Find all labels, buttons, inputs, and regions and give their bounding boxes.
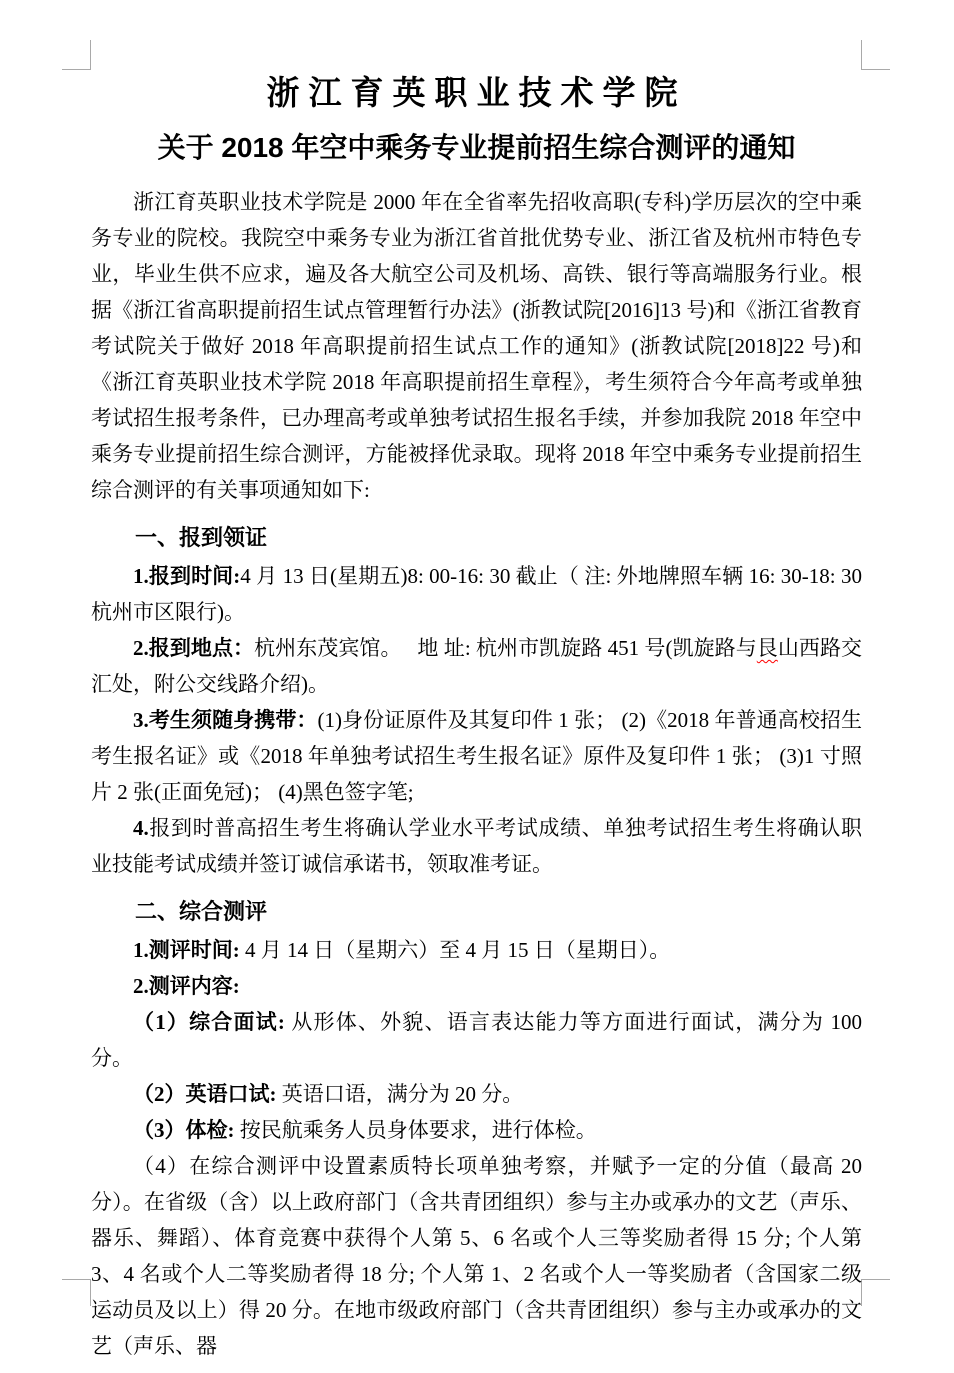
section-2-subitem-4: （4）在综合测评中设置素质特长项单独考察，并赋予一定的分值（最高 20 分）。在省级（含）以上政府部门（含共青团组织）参与主办或承办的文艺（声乐、器乐、舞蹈）、体育竞赛中获得个人第 5、6 名或个人三等奖励者得 15 分; 个人第 3、4 名或个人二等奖励者得 18 分; 个人第 1、2 名或个人一等奖励者（含国家二级运动员及以上）得 20 分。在地市级政府部门（含共青团组织）参与主办或承办的文艺（声乐、器 [91, 1154, 862, 1358]
intro-paragraph: 浙江育英职业技术学院是 2000 年在全省率先招收高职(专科)学历层次的空中乘务专业的院校。我院空中乘务专业为浙江省首批优势专业、浙江省及杭州市特色专业，毕业生供不应求，遍及各大航空公司及机场、高铁、银行等高端服务行业。根据《浙江省高职提前招生试点管理暂行办法》(浙教试院[2016]13 号)和《浙江省教育考试院关于做好 2018 年高职提前招生试点工作的通知》(浙教试院[2018]22 号)和《浙江育英职业技术学院 2018 年高职提前招生章程》，考生须符合今年高考或单独考试招生报考条件，已办理高考或单独考试招生报名手续，并参加我院 2018 年空中乘务专业提前招生综合测评，方能被择优录取。现将 2018 年空中乘务专业提前招生综合测评的有关事项通知如下: [91, 190, 862, 502]
section-1-item-2: 2.报到地点：杭州东茂宾馆。 地 址: 杭州市凯旋路 451 号(凯旋路与艮山西路交汇处，附公交线路介绍)。 [91, 636, 863, 696]
section-2-subitem-1: （1）综合面试: 从形体、外貌、语言表达能力等方面进行面试，满分为 100 分。 [91, 1010, 862, 1070]
document-body [91, 184, 862, 1364]
margin-crop-mark-bottom-right [861, 1279, 890, 1306]
section-2-subitem-3: （3）体检: 按民航乘务人员身体要求，进行体检。 [133, 1118, 597, 1142]
section-1-heading: 一、报到领证 [135, 525, 268, 550]
section-1-item-1: 1.报到时间:4 月 13 日(星期五)8: 00-16: 30 截止（ 注: 外地牌照车辆 16: 30-18: 30 杭州市区限行)。 [91, 564, 862, 624]
margin-crop-mark-top-left [62, 40, 91, 70]
section-2-heading: 二、综合测评 [135, 899, 268, 924]
document-subtitle: 关于 2018 年空中乘务专业提前招生综合测评的通知 [157, 132, 796, 163]
section-2-subitem-2: （2）英语口试: 英语口语，满分为 20 分。 [133, 1082, 524, 1106]
margin-crop-mark-bottom-left [62, 1279, 91, 1306]
text-area [91, 66, 862, 1364]
section-1-item-4: 4.报到时普高招生考生将确认学业水平考试成绩、单独考试招生考生将确认职业技能考试成绩并签订诚信承诺书，领取准考证。 [91, 816, 862, 876]
section-1-item-3: 3.考生须随身携带：(1)身份证原件及其复印件 1 张； (2)《2018 年普通高校招生考生报名证》或《2018 年单独考试招生考生报名证》原件及复印件 1 张； (3)1 寸照片 2 张(正面免冠)； (4)黑色签字笔; [91, 708, 862, 804]
document-title: 浙江育英职业技术学院 [266, 76, 687, 112]
section-2-item-2: 2.测评内容: [133, 974, 240, 998]
section-2-item-1: 1.测评时间: 4 月 14 日（星期六）至 4 月 15 日（星期日）。 [133, 938, 671, 962]
margin-crop-mark-top-right [861, 40, 890, 70]
